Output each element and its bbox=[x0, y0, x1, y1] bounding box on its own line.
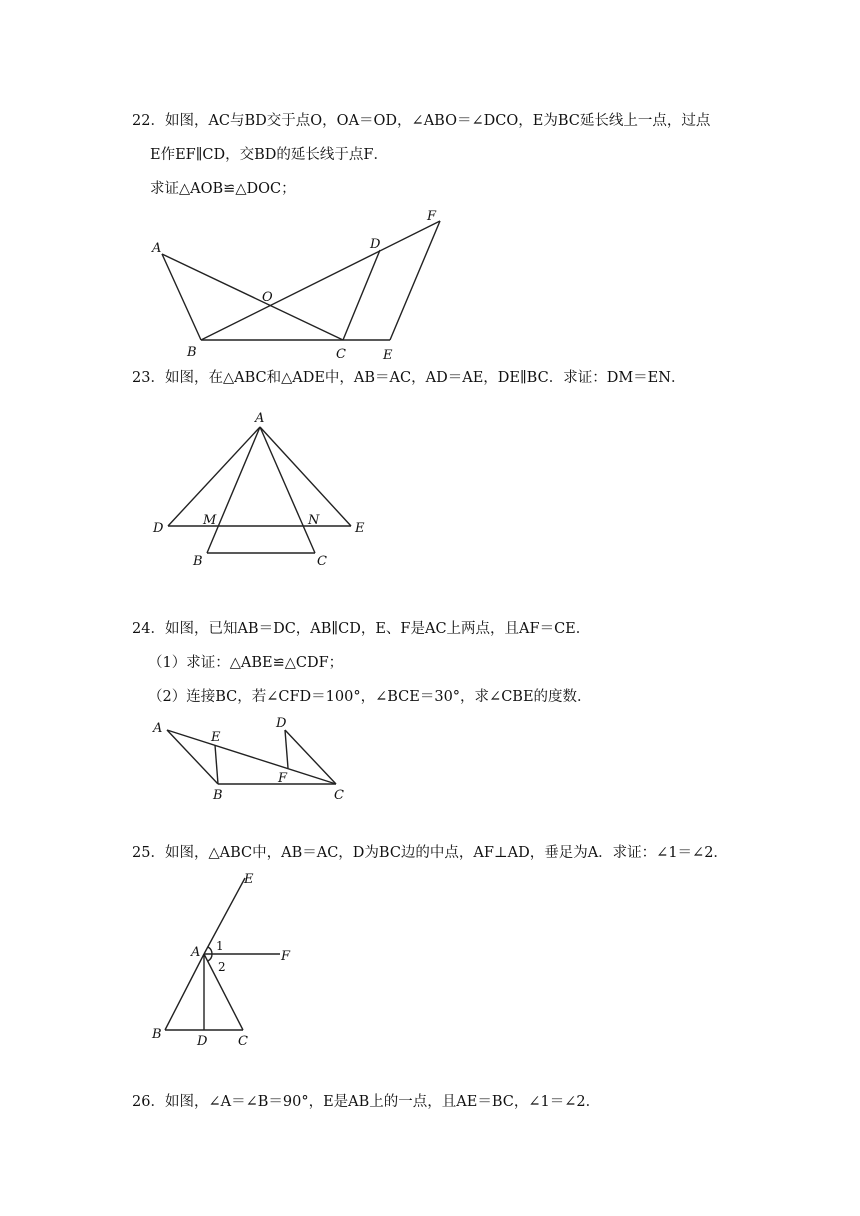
figure-22 bbox=[140, 200, 460, 370]
label-F: F bbox=[281, 949, 291, 964]
problem-26-number: 26． bbox=[132, 1094, 165, 1110]
problem-23-line-1: 23．如图，在△ABC和△ADE中，AB＝AC，AD＝AE，DE∥BC．求证：DM＝EN． bbox=[132, 370, 686, 386]
problem-22-number: 22． bbox=[132, 113, 165, 129]
label-D: D bbox=[153, 521, 164, 536]
label-F: F bbox=[427, 209, 437, 224]
label-F: F bbox=[278, 771, 288, 786]
problem-26-line-1: 26．如图，∠A＝∠B＝90°，E是AB上的一点，且AE＝BC，∠1＝∠2． bbox=[132, 1094, 601, 1110]
label-B: B bbox=[213, 788, 223, 803]
problem-25-number: 25． bbox=[132, 845, 165, 861]
label-B: B bbox=[187, 345, 197, 360]
label-A: A bbox=[255, 411, 265, 426]
label-E: E bbox=[383, 348, 393, 363]
label-B: B bbox=[152, 1027, 162, 1042]
label-E: E bbox=[211, 730, 221, 745]
label-N: N bbox=[308, 513, 320, 528]
problem-24-line-3: （2）连接BC，若∠CFD＝100°，∠BCE＝30°，求∠CBE的度数． bbox=[148, 689, 592, 705]
problem-23-number: 23． bbox=[132, 370, 165, 386]
label-C: C bbox=[334, 788, 344, 803]
problem-24-line-1: 24．如图，已知AB＝DC，AB∥CD，E、F是AC上两点，且AF＝CE． bbox=[132, 621, 591, 637]
problem-24-number: 24． bbox=[132, 621, 165, 637]
label-E: E bbox=[244, 872, 254, 887]
label-C: C bbox=[317, 554, 327, 569]
label-A: A bbox=[191, 945, 201, 960]
label-D: D bbox=[370, 237, 381, 252]
label-D: D bbox=[276, 716, 287, 731]
label-M: M bbox=[203, 513, 217, 528]
label-C: C bbox=[238, 1034, 248, 1049]
problem-22-line-1: 22．如图，AC与BD交于点O，OA＝OD，∠ABO＝∠DCO，E为BC延长线上一点，过点 bbox=[132, 113, 711, 129]
label-angle-2: 2 bbox=[218, 960, 226, 974]
label-A: A bbox=[152, 241, 162, 256]
label-O: O bbox=[262, 290, 273, 305]
figure-24 bbox=[140, 710, 370, 810]
figure-25 bbox=[140, 870, 310, 1055]
label-A: A bbox=[153, 721, 163, 736]
figure-23 bbox=[140, 405, 380, 575]
problem-22-line-3: 求证△AOB≌△DOC； bbox=[150, 181, 296, 197]
label-angle-1: 1 bbox=[216, 939, 224, 953]
label-C: C bbox=[336, 347, 346, 362]
problem-24-line-2: （1）求证：△ABE≌△CDF； bbox=[148, 655, 344, 671]
problem-22-line-2: E作EF∥CD，交BD的延长线于点F． bbox=[150, 147, 388, 163]
label-E: E bbox=[355, 521, 365, 536]
problem-25-line-1: 25．如图，△ABC中，AB＝AC，D为BC边的中点，AF⊥AD，垂足为A．求证：∠1＝∠2． bbox=[132, 845, 728, 861]
label-B: B bbox=[193, 554, 203, 569]
label-D: D bbox=[197, 1034, 208, 1049]
